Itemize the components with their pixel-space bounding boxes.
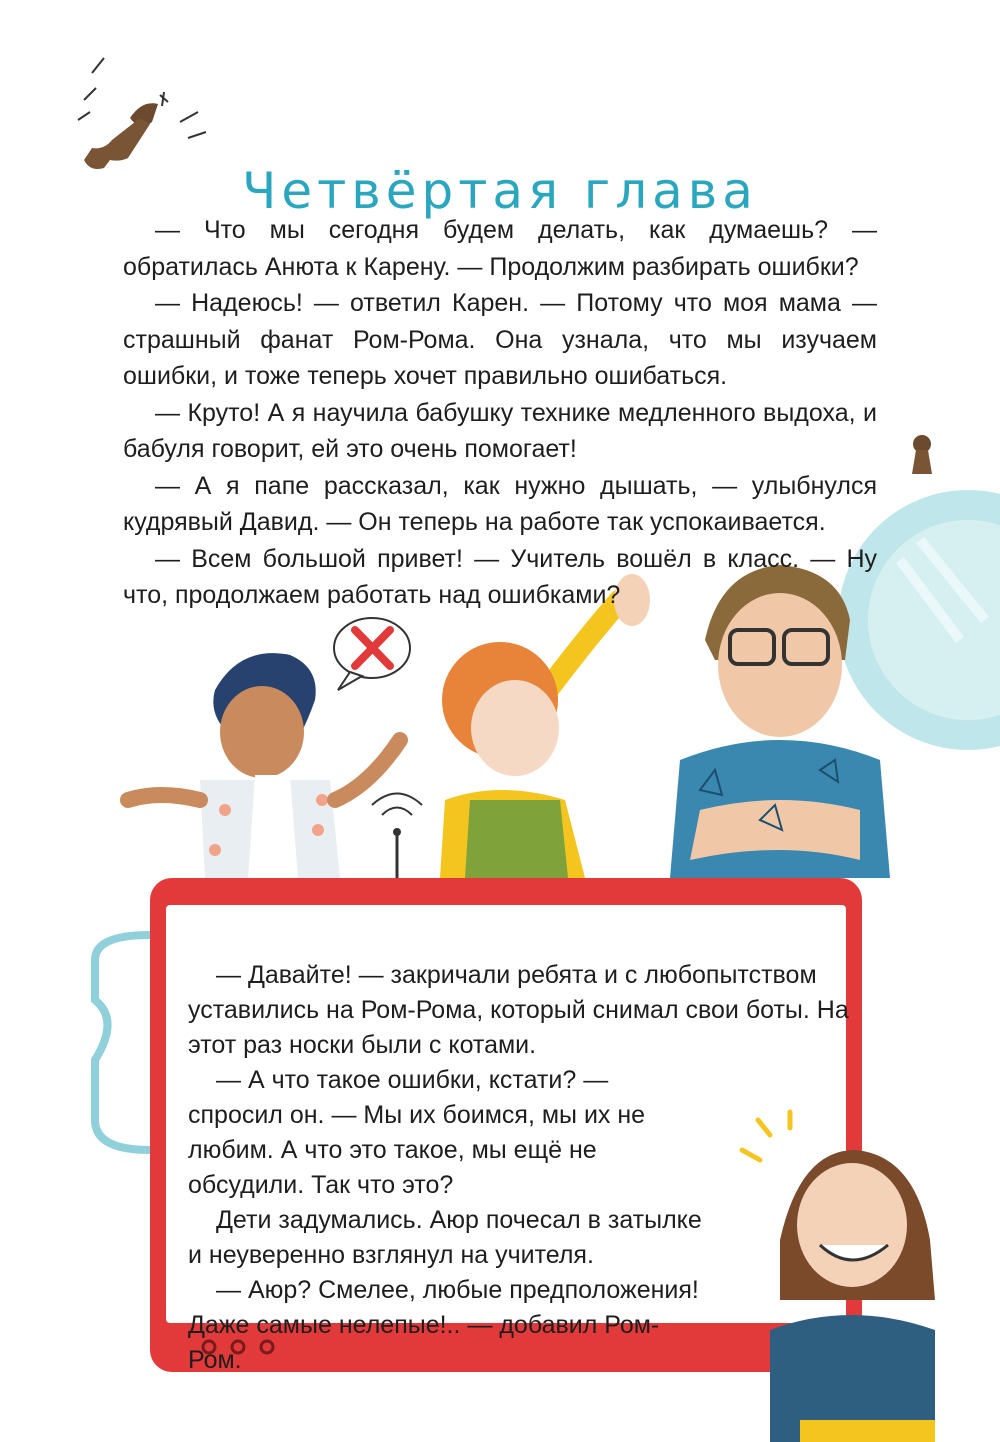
paragraph: — Что мы сегодня будем делать, как думаешь? — обратилась Анюта к Карену. — Продолжим разбирать ошибки? <box>123 216 877 281</box>
pawn-icon <box>912 435 932 474</box>
paragraph: — Давайте! — закричали ребята и с любопытством уставились на Ром-Рома, который снимал свои боты. На этот раз носки были с котами. <box>188 961 849 1059</box>
paragraph: Дети задумались. Аюр почесал в затылке и неуверенно взглянул на учителя. <box>188 1206 702 1269</box>
paragraph: — Надеюсь! — ответил Карен. — Потому что моя мама — страшный фанат Ром-Рома. Она узнала, что мы изучаем ошибки, и тоже теперь хочет правильно ошибаться. <box>123 289 877 390</box>
boy-ayur-figure <box>128 618 410 878</box>
paragraph: — Всем большой привет! — Учитель вошёл в класс. — Ну что, продолжаем работать над ошибками? <box>123 544 877 609</box>
paragraph: — Круто! А я научила бабушку технике медленного выдоха, и бабуля говорит, ей это очень помогает! <box>123 398 877 463</box>
story-text-top <box>123 212 877 614</box>
boy-david-figure <box>440 574 650 878</box>
chapter-title: Четвёртая глава <box>242 161 758 220</box>
paragraph: — А я папе рассказал, как нужно дышать, — улыбнулся кудрявый Давид. — Он теперь на работе так успокаивается. <box>123 471 877 536</box>
chess-piece-icon <box>78 58 206 169</box>
paragraph: — Аюр? Смелее, любые предположения! Даже самые нелепые!.. — добавил Ром-Ром. <box>188 1276 699 1374</box>
story-text-board <box>188 958 878 1378</box>
paragraph: — А что такое ошибки, кстати? — спросил он. — Мы их боимся, мы их не любим. А что это такое, мы ещё не обсудили. Так что это? <box>188 1066 646 1199</box>
